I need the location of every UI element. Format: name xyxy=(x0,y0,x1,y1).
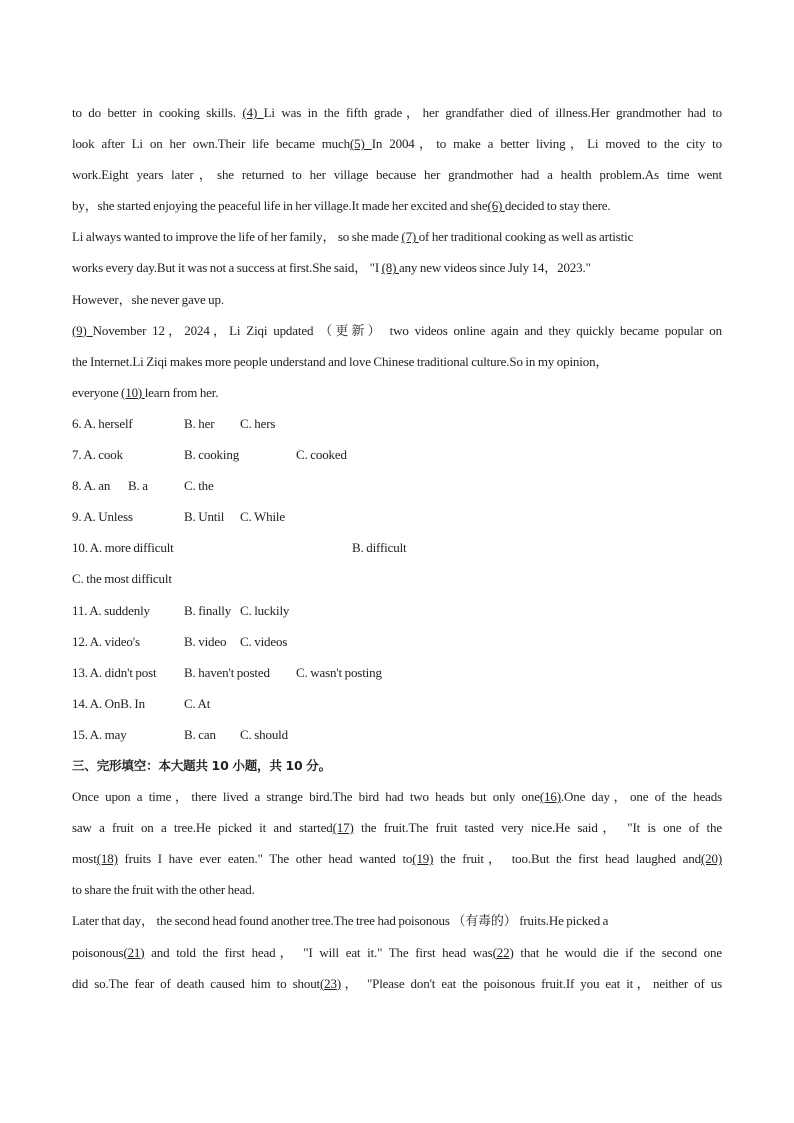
option-row-9: 9. A. Unless B. Until C. While xyxy=(72,509,285,525)
passage-line: (9) November 12，2024，Li Ziqi updated （更新） two videos online again and they quickly became popular on xyxy=(72,322,722,338)
passage-line: most(18) fruits I have ever eaten." The other head wanted to(19) the fruit， too.But the first head laughed and(20) xyxy=(72,851,722,867)
passage-line: work.Eight years later，she returned to her village because her grandmother had a health problem.As time went xyxy=(72,167,722,183)
passage-line: works every day.But it was not a success at first.She said， "I (8) any new videos since July 14，2023." xyxy=(72,260,591,276)
option-row-10: 10. A. more difficult B. difficult xyxy=(72,540,407,556)
passage-line: to share the fruit with the other head. xyxy=(72,882,255,898)
blank-10: (10) xyxy=(121,384,145,400)
passage-line: However，she never gave up. xyxy=(72,291,224,307)
blank-4: (4) xyxy=(242,105,264,120)
document-page xyxy=(72,97,722,999)
option-row-7: 7. A. cook B. cooking C. cooked xyxy=(72,447,347,463)
blank-21: (21) xyxy=(123,944,145,960)
passage-line: look after Li on her own.Their life became much(5) In 2004，to make a better living，Li moved to the city to xyxy=(72,136,722,152)
option-row-8: 8. A. an B. a C. the xyxy=(72,478,214,494)
passage-line: Li always wanted to improve the life of her family， so she made (7) of her traditional cooking as well as artistic xyxy=(72,229,634,245)
option-row-12: 12. A. video's B. video C. videos xyxy=(72,633,288,649)
passage-line: to do better in cooking skills. (4) Li was in the fifth grade，her grandfather died of illness.Her grandmother had to xyxy=(72,105,723,120)
option-row-13: 13. A. didn't post B. haven't posted C. wasn't posting xyxy=(72,664,382,680)
blank-17: (17) xyxy=(332,820,354,836)
blank-19: (19) xyxy=(412,851,434,867)
passage-line: saw a fruit on a tree.He picked it and started(17) the fruit.The fruit tasted very nice.He said， "It is one of the xyxy=(72,820,722,836)
blank-5: (5) xyxy=(349,136,372,152)
blank-22: (22) xyxy=(492,944,514,960)
blank-23: (23) xyxy=(320,975,342,991)
passage-line: by，she started enjoying the peaceful life in her village.It made her excited and she(6) decided to stay there. xyxy=(72,198,611,214)
blank-7: (7) xyxy=(401,229,419,245)
blank-20: (20) xyxy=(700,851,722,867)
option-row-11: 11. A. suddenly B. finally C. luckily xyxy=(72,602,290,618)
passage-line: Once upon a time，there lived a strange bird.The bird had two heads but only one(16).One day，one of the heads xyxy=(72,789,722,805)
blank-16: (16) xyxy=(539,789,561,805)
passage-line: Later that day， the second head found another tree.The tree had poisonous （有毒的） fruits.He picked a xyxy=(72,913,609,929)
passage-line: the Internet.Li Ziqi makes more people understand and love Chinese traditional culture.So in my opinion， xyxy=(72,353,609,369)
option-row-6: 6. A. herself B. her C. hers xyxy=(72,415,276,431)
blank-8: (8) xyxy=(381,260,399,276)
blank-9: (9) xyxy=(72,322,93,338)
blank-18: (18) xyxy=(96,851,118,867)
option-row-15: 15. A. may B. can C. should xyxy=(72,726,288,742)
section-heading: 三、完形填空：本大题共 10 小题，共 10 分。 xyxy=(72,757,331,773)
passage-line: everyone (10) learn from her. xyxy=(72,384,219,400)
blank-6: (6) xyxy=(487,198,505,214)
option-row-10-c: C. the most difficult xyxy=(72,571,172,587)
passage-line: poisonous(21) and told the first head， "I will eat it." The first head was(22) that he would die if the second one xyxy=(72,944,722,960)
option-row-14: 14. A. OnB. In C. At xyxy=(72,695,211,711)
passage-line: did so.The fear of death caused him to shout(23)， "Please don't eat the poisonous fruit.If you eat it，neither of us xyxy=(72,975,722,991)
